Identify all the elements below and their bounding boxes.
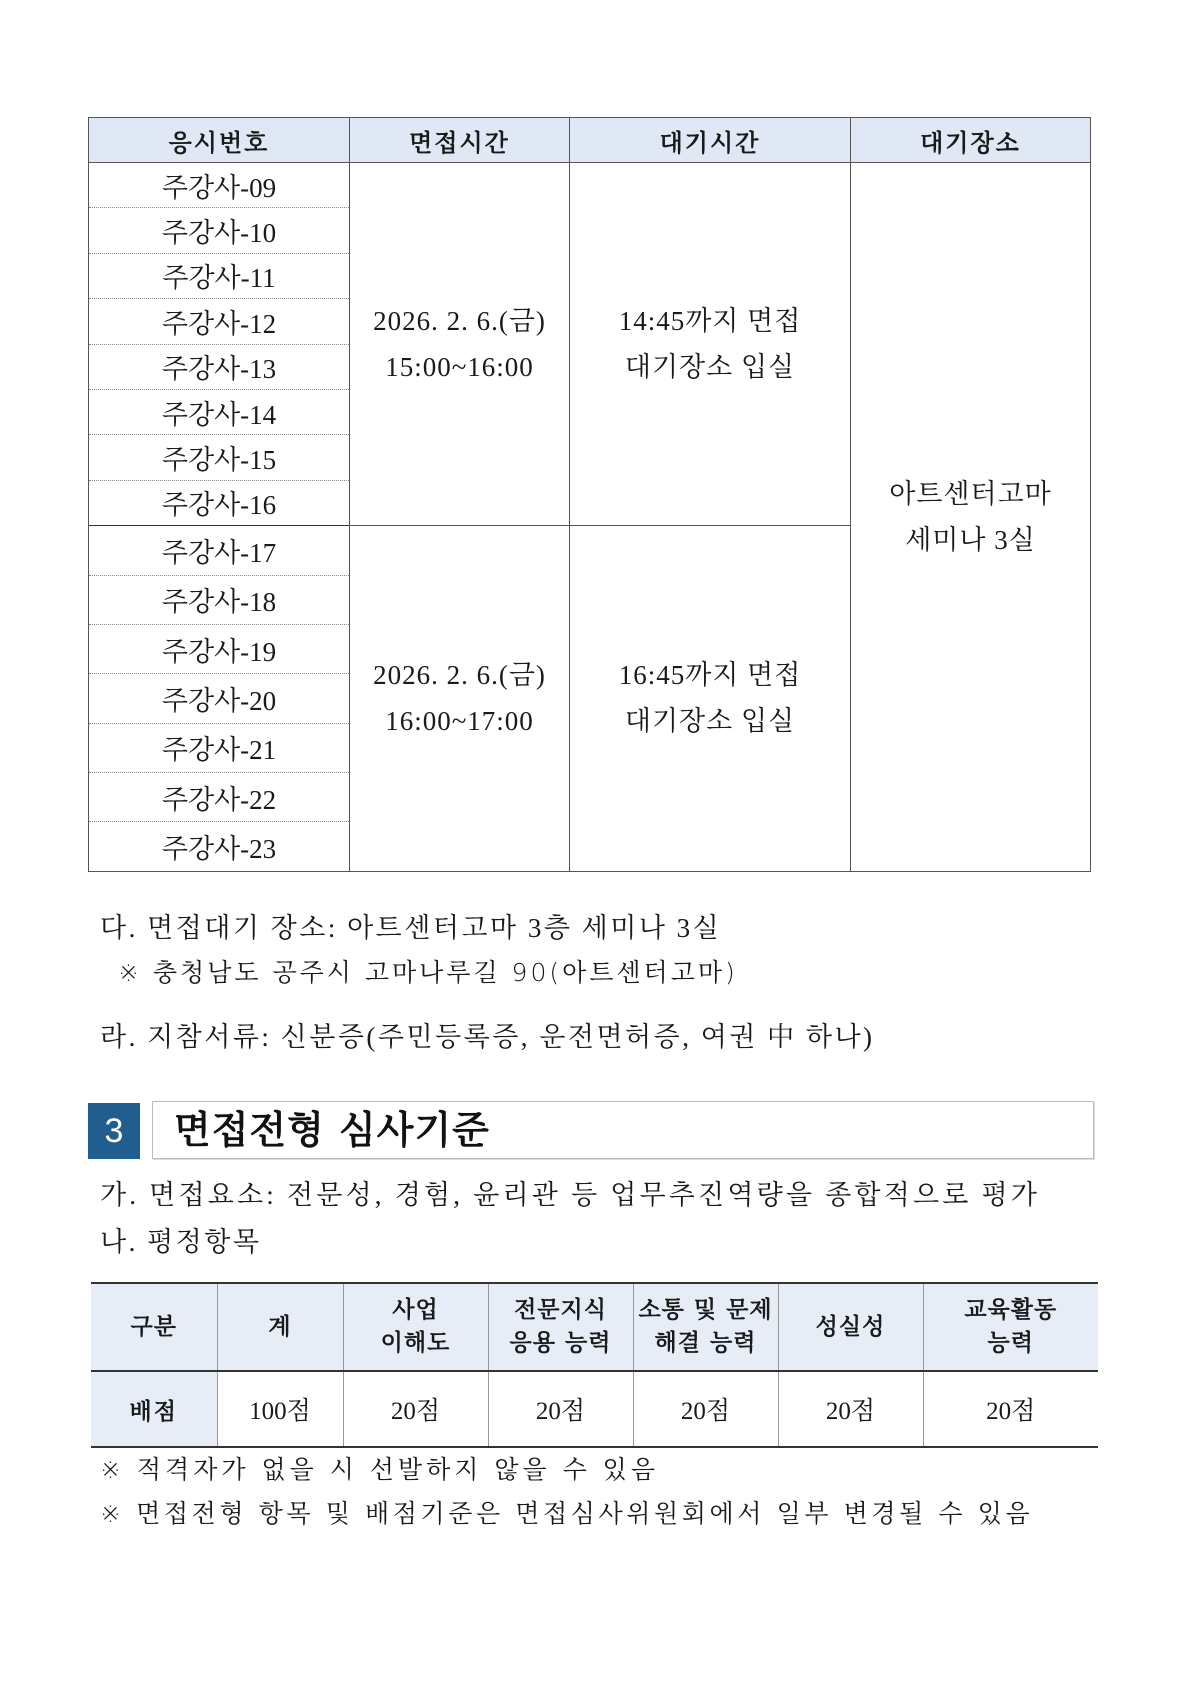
section-title: 면접전형 심사기준 <box>174 1108 490 1152</box>
evaluation-items-label: 나. 평정항목 <box>100 1227 262 1257</box>
exam-number: 주강사-20 <box>89 674 350 723</box>
header-communication-problem-solving: 소통 및 문제 해결 능력 <box>633 1283 778 1371</box>
score-total: 100점 <box>217 1371 343 1447</box>
exam-number: 주강사-11 <box>89 253 350 298</box>
waiting-time-line: 대기장소 입실 <box>624 706 796 737</box>
exam-number: 주강사-10 <box>89 208 350 253</box>
header-sincerity: 성실성 <box>778 1283 923 1371</box>
exam-number: 주강사-21 <box>89 723 350 772</box>
interview-time-cell <box>350 163 570 526</box>
waiting-time-cell <box>570 526 851 872</box>
address-note: ※ 충청남도 공주시 고마나루길 90(아트센터고마) <box>118 958 738 987</box>
evaluation-score-table <box>91 1282 1098 1448</box>
schedule-header-row <box>89 118 1091 163</box>
interview-schedule-table <box>88 117 1091 872</box>
table-row <box>89 163 1091 208</box>
score-value: 20점 <box>343 1371 488 1447</box>
interview-time-cell <box>350 526 570 872</box>
waiting-time-line: 대기장소 입실 <box>624 352 796 383</box>
header-waiting-place: 대기장소 <box>851 118 1091 163</box>
exam-number: 주강사-14 <box>89 389 350 434</box>
waiting-time-line: 14:45까지 면접 <box>618 306 802 337</box>
waiting-time-cell <box>570 163 851 526</box>
exam-number: 주강사-16 <box>89 480 350 525</box>
exam-number: 주강사-23 <box>89 822 350 871</box>
exam-number: 주강사-18 <box>89 575 350 624</box>
score-value: 20점 <box>633 1371 778 1447</box>
waiting-place-line: 아트센터고마 <box>889 478 1052 509</box>
header-waiting-time: 대기시간 <box>570 118 851 163</box>
score-row-label: 배점 <box>91 1371 217 1447</box>
interview-date: 2026. 2. 6.(금) <box>373 306 546 337</box>
exam-number: 주강사-19 <box>89 624 350 673</box>
score-value: 20점 <box>488 1371 633 1447</box>
header-business-understanding: 사업 이해도 <box>343 1283 488 1371</box>
header-teaching-ability: 교육활동 능력 <box>923 1283 1098 1371</box>
score-value: 20점 <box>923 1371 1098 1447</box>
waiting-place-item: 다. 면접대기 장소: 아트센터고마 3층 세미나 3실 <box>100 913 722 943</box>
waiting-time-line: 16:45까지 면접 <box>618 660 802 691</box>
exam-number: 주강사-13 <box>89 344 350 389</box>
exam-number: 주강사-17 <box>89 526 350 575</box>
interview-elements-item: 가. 면접요소: 전문성, 경험, 윤리관 등 업무추진역량을 종합적으로 평가 <box>100 1180 1041 1210</box>
header-interview-time: 면접시간 <box>350 118 570 163</box>
section-number-badge: 3 <box>88 1103 140 1159</box>
header-expertise-application: 전문지식 응용 능력 <box>488 1283 633 1371</box>
exam-number: 주강사-09 <box>89 163 350 208</box>
waiting-place-cell <box>851 163 1091 872</box>
exam-number: 주강사-12 <box>89 299 350 344</box>
header-category: 구분 <box>91 1283 217 1371</box>
header-total: 계 <box>217 1283 343 1371</box>
note-no-qualified: ※ 적격자가 없을 시 선발하지 않을 수 있음 <box>100 1455 659 1484</box>
note-criteria-change: ※ 면접전형 항목 및 배점기준은 면접심사위원회에서 일부 변경될 수 있음 <box>100 1499 1034 1528</box>
score-header-row <box>91 1283 1098 1371</box>
score-row <box>91 1371 1098 1447</box>
exam-number: 주강사-22 <box>89 773 350 822</box>
interview-hours: 15:00~16:00 <box>385 352 534 383</box>
interview-date: 2026. 2. 6.(금) <box>373 660 546 691</box>
waiting-place-line: 세미나 3실 <box>905 524 1036 555</box>
score-value: 20점 <box>778 1371 923 1447</box>
interview-hours: 16:00~17:00 <box>385 706 534 737</box>
required-documents-item: 라. 지참서류: 신분증(주민등록증, 운전면허증, 여권 中 하나) <box>100 1022 875 1052</box>
header-exam-number: 응시번호 <box>89 118 350 163</box>
exam-number: 주강사-15 <box>89 435 350 480</box>
